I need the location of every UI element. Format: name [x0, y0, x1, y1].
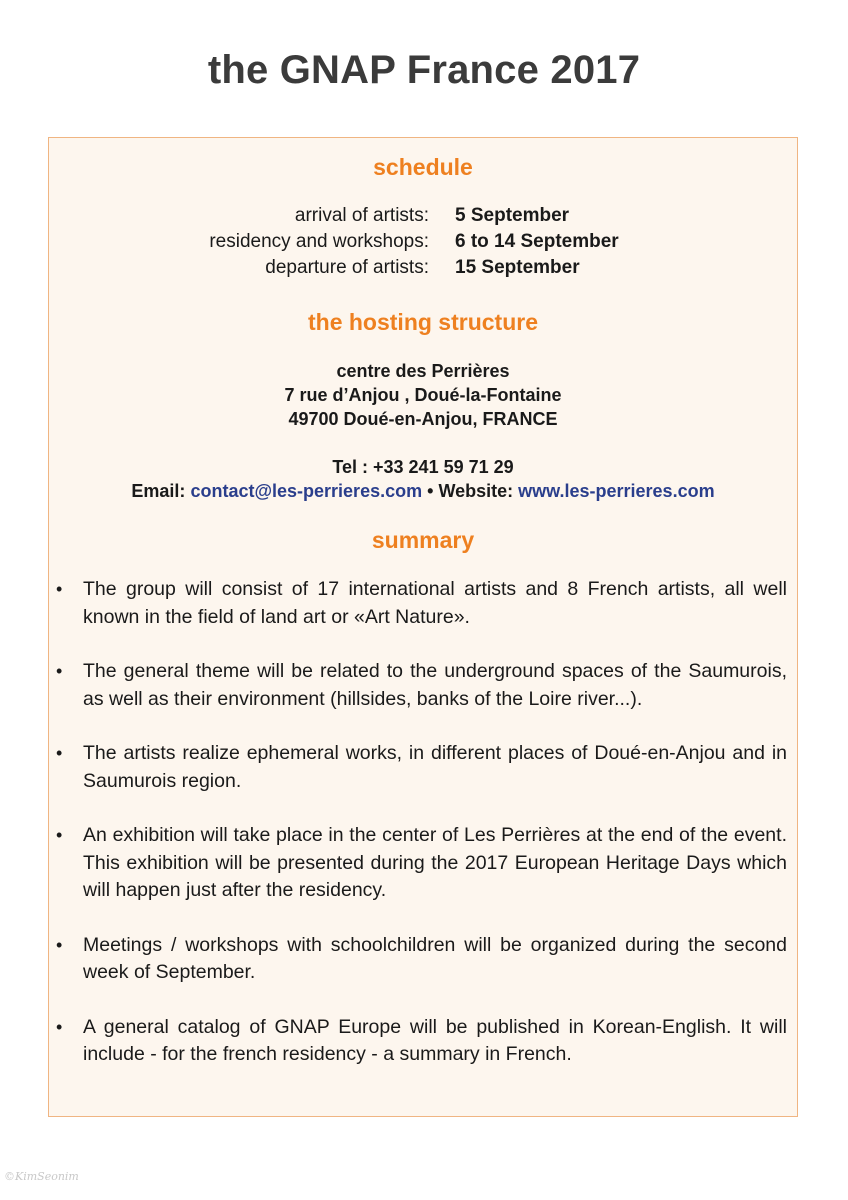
bullet-icon: • — [56, 661, 63, 681]
list-item-text: The artists realize ephemeral works, in different places of Doué-en-Anjou and in Saumurois region. — [83, 742, 787, 792]
bullet-icon: • — [56, 825, 63, 845]
list-item — [56, 740, 787, 795]
page-title: the GNAP France 2017 — [207, 48, 641, 92]
schedule-value: 5 September — [455, 205, 570, 226]
info-box — [48, 137, 798, 1117]
summary-heading: summary — [371, 527, 475, 553]
list-item-text: Meetings / workshops with schoolchildren will be organized during the second week of September. — [83, 933, 787, 983]
bullet-icon: • — [56, 934, 63, 955]
email-link[interactable]: contact@les-perrieres.com — [190, 481, 423, 501]
hosting-contact-line — [49, 479, 797, 503]
watermark: ©KimSeonim — [4, 1170, 79, 1183]
hosting-heading: the hosting structure — [307, 309, 538, 335]
bullet-icon: • — [56, 1016, 63, 1037]
bullet-icon: • — [56, 579, 63, 599]
bullet-icon: • — [56, 743, 63, 763]
list-item-text: An exhibition will take place in the center of Les Perrières at the end of the event. This exhibition will be presented during the 2017 European Heritage Days which will happen just after the residency. — [83, 824, 787, 901]
list-item — [56, 576, 787, 631]
list-item-text: The group will consist of 17 international artists and 8 French artists, all well known in the field of land art or «Art Nature». — [83, 578, 787, 628]
schedule-label: residency and workshops: — [209, 231, 429, 252]
hosting-address-line1: 7 rue d’Anjou , Doué-la-Fontaine — [284, 385, 562, 405]
schedule-heading: schedule — [373, 154, 473, 180]
list-item — [56, 658, 787, 713]
list-item — [56, 822, 787, 905]
schedule-value: 15 September — [455, 257, 580, 278]
website-link[interactable]: www.les-perrieres.com — [518, 481, 715, 501]
list-item-text: A general catalog of GNAP Europe will be published in Korean-English. It will include - for the french residency - a summary in French. — [83, 1015, 787, 1065]
website-label: Website: — [438, 481, 514, 501]
hosting-name: centre des Perrières — [336, 361, 510, 381]
hosting-tel: Tel : +33 241 59 71 29 — [332, 457, 514, 477]
list-item — [56, 932, 787, 987]
schedule-label: departure of artists: — [265, 257, 429, 278]
list-item-text: The general theme will be related to the underground spaces of the Saumurois, as well as their environment (hillsides, banks of the Loire river...). — [83, 660, 787, 710]
separator-dot: • — [427, 481, 434, 501]
list-item — [56, 1014, 787, 1069]
hosting-address-line2: 49700 Doué-en-Anjou, FRANCE — [288, 409, 558, 429]
email-label: Email: — [131, 481, 186, 501]
schedule-label: arrival of artists: — [294, 205, 429, 226]
summary-list — [56, 576, 787, 1096]
schedule-value: 6 to 14 September — [455, 231, 619, 252]
